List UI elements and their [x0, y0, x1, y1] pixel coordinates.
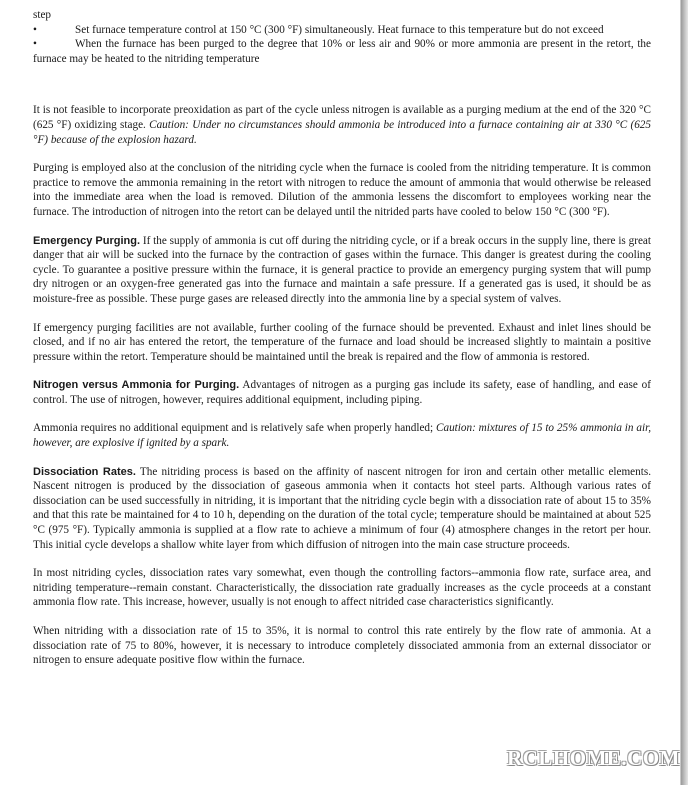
paragraph-dissociation-rates [33, 465, 651, 553]
bullet-text: Set furnace temperature control at 150 °C (300 °F) simultaneously. Heat furnace to this temperature but do not exceed [75, 23, 604, 36]
section-heading: Dissociation Rates. [33, 465, 136, 478]
paragraph-dissociation-control: When nitriding with a dissociation rate of 15 to 35%, it is normal to control this rate entirely by the flow rate of ammonia. At a dissociation rate of 75 to 80%, however, it is necessary to introduce completely dissociated ammonia from an external dissociator or nitrogen to ensure adequate positive flow within the furnace. [33, 625, 651, 667]
paragraph-purging: Purging is employed also at the conclusion of the nitriding cycle when the furnace is cooled from the nitriding temperature. It is common practice to remove the ammonia remaining in the retort with nitrogen to reduce the amount of ammonia that would otherwise be released into the immediate area when the load is removed. Dilution of the ammonia lessens the discomfort to employees working near the furnace. The introduction of nitrogen into the retort can be delayed until the nitrided parts have cooled to below 150 °C (300 °F). [33, 162, 651, 218]
document-body [33, 8, 651, 668]
paragraph-emergency-purging [33, 234, 651, 307]
paragraph-dissociation-variation: In most nitriding cycles, dissociation rates vary somewhat, even though the controlling factors--ammonia flow rate, surface area, and nitriding temperature--remain constant. Characteristically, the dissociation rate gradually increases as the cycle proceeds at a constant ammonia flow rate. This increase, however, usually is not enough to affect nitrided case characteristics significantly. [33, 567, 651, 609]
bullet-item-1: • Set furnace temperature control at 150 °C (300 °F) simultaneously. Heat furnace to this temperature but do not exceed [33, 23, 604, 36]
bullet-text: When the furnace has been purged to the degree that 10% or less air and 90% or more ammonia are present in the retort, the furnace may be heated to the nitriding temperature [33, 38, 651, 65]
paragraph-ammonia-equipment [33, 421, 651, 450]
watermark: RCLHOME.COM [507, 746, 680, 770]
caution-text: Caution: mixtures of 15 to 25% ammonia in air, however, are explosive if ignited by a spark. [33, 422, 651, 450]
paragraph-text: It is not feasible to incorporate preoxidation as part of the cycle unless nitrogen is available as a purging medium at the end of the 320 °C (625 °F) oxidizing stage. [33, 104, 651, 131]
caution-text: Caution: Under no circumstances should ammonia be introduced into a furnace containing air at 330 °C (625 °F) because of the explosion hazard. [33, 118, 651, 146]
paragraph-text: The nitriding process is based on the affinity of nascent nitrogen for iron and certain other metallic elements. Nascent nitrogen is produced by the dissociation of gaseous ammonia when it contacts hot steel parts. Although various rates of dissociation can be used successfully in nitriding, it is important that the nitriding cycle begin with a dissociation rate of about 15 to 35% and that this rate be maintained for 4 to 10 h, depending on the duration of the total cycle; temperature should be maintained at about 525 °C (975 °F). Typically ammonia is supplied at a flow rate to achieve a minimum of four (4) atmosphere changes in the retort per hour. This initial cycle develops a shallow white layer from which diffusion of nitrogen into the main case structure proceeds. [33, 465, 651, 551]
paragraph-preoxidation [33, 103, 651, 147]
paragraph-text: If the supply of ammonia is cut off during the nitriding cycle, or if a break occurs in the supply line, there is great danger that air will be sucked into the furnace by the contraction of gases within the furnace. This danger is greatest during the cooling cycle. To guarantee a positive pressure within the furnace, it is general practice to provide an emergency purging system that will pump dry nitrogen or an oxygen-free generated gas into the furnace and maintain a safe pressure. If a generated gas is used, it should be as moisture-free as possible. These purge gases are released directly into the ammonia line by a special system of valves. [33, 234, 651, 305]
section-heading: Emergency Purging. [33, 234, 141, 247]
paragraph-nitrogen-vs-ammonia [33, 378, 651, 407]
page-shadow [681, 0, 688, 785]
step-text: step [33, 9, 52, 21]
paragraph-no-facilities: If emergency purging facilities are not available, further cooling of the furnace should be prevented. Exhaust and inlet lines should be closed, and if no air has entered the retort, the temperature of the furnace and load should be increased slightly to maintain a positive pressure within the retort. Temperature should be maintained until the break is repaired and the flow of ammonia is restored. [33, 321, 651, 363]
section-heading: Nitrogen versus Ammonia for Purging. [33, 379, 240, 392]
bullet-item-2: • When the furnace has been purged to the degree that 10% or less air and 90% or more ammonia are present in the retort, the furnace may be heated to the nitriding temperature [33, 38, 651, 65]
paragraph-text: Ammonia requires no additional equipment and is relatively safe when properly handled; [33, 422, 437, 435]
paragraph-text: Advantages of nitrogen as a purging gas include its safety, ease of handling, and ease of control. The use of nitrogen, however, requires additional equipment, including piping. [33, 379, 651, 406]
